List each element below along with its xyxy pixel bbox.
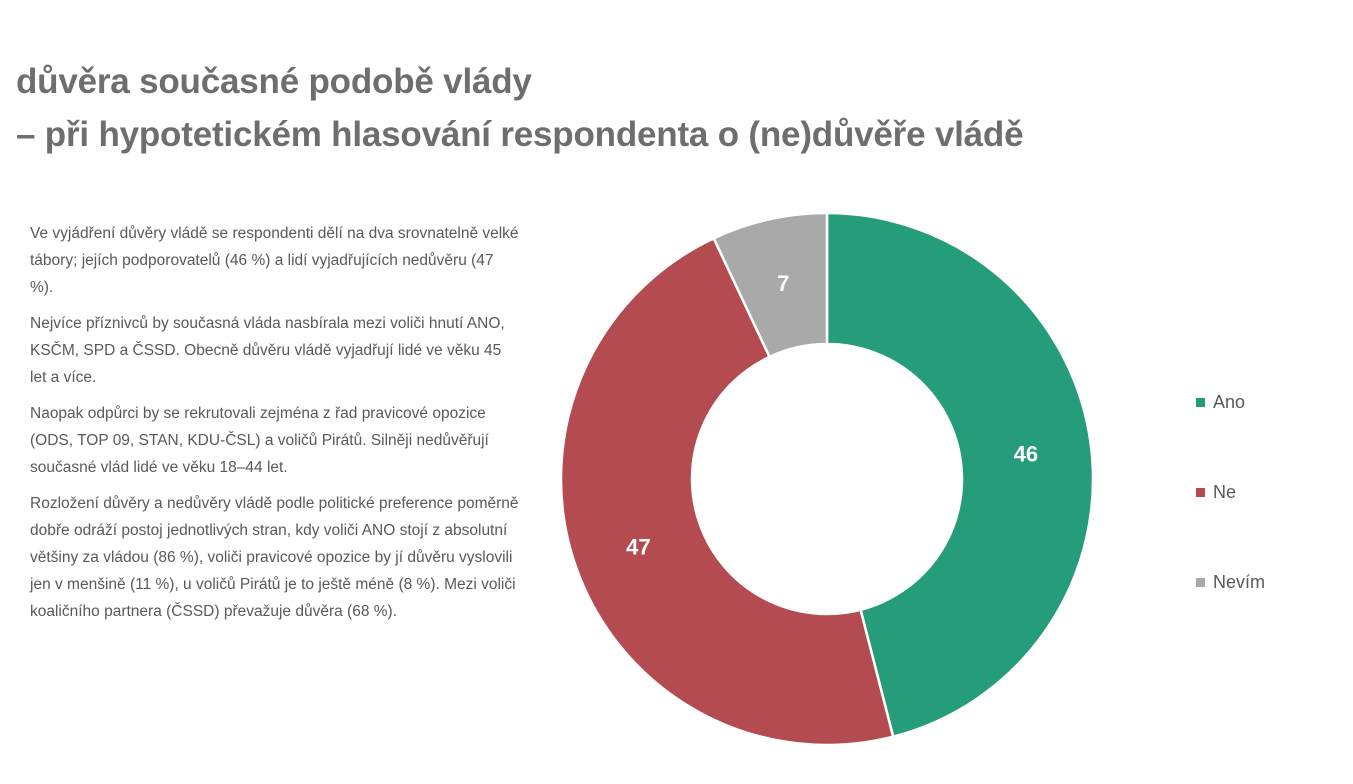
legend-swatch (1196, 488, 1205, 497)
paragraph: Naopak odpůrci by se rekrutovali zejména z řad pravicové opozice (ODS, TOP 09, STAN, KDU-ČSL) a voličů Pirátů. Silněji nedůvěřují současné vlád lidé ve věku 18–44 let. (30, 405, 489, 476)
paragraph: Rozložení důvěry a nedůvěry vládě podle politické preference poměrně dobře odráží postoj jednotlivých stran, kdy voliči ANO stojí z absolutní většiny za vládou (86 %), voliči pravicové opozice by jí důvěru vyslovili jen v menšině (11 %), u voličů Pirátů je to ještě méně (8 %). Mezi voliči koaličního partnera (ČSSD) převažuje důvěra (68 %). (30, 495, 519, 620)
paragraph: Nejvíce příznivců by současná vláda nasbírala mezi voliči hnutí ANO, KSČM, SPD a ČSSD. Obecně důvěru vládě vyjadřují lidé ve věku 45 let a více. (30, 315, 505, 386)
legend-item-ano (1196, 392, 1245, 413)
description-text (30, 220, 520, 634)
legend-label: Ano (1213, 392, 1246, 412)
legend-item-ne (1196, 482, 1236, 503)
legend-label: Nevím (1213, 572, 1266, 592)
paragraph: Ve vyjádření důvěry vládě se respondenti dělí na dva srovnatelně velké tábory; jejích podporovatelů (46 %) a lidí vyjadřujících nedůvěru (47 %). (30, 225, 519, 296)
title-line-2: – při hypotetickém hlasování respondenta o (ne)důvěře vládě (16, 115, 1024, 154)
legend-swatch (1196, 398, 1205, 407)
data-label-nevím: 7 (777, 270, 790, 296)
data-label-ne: 47 (626, 534, 651, 560)
legend-item-nevím (1196, 572, 1265, 593)
legend-swatch (1196, 578, 1205, 587)
legend-label: Ne (1213, 482, 1237, 502)
data-label-ano: 46 (1013, 441, 1039, 467)
title-line-1: důvěra současné podobě vlády (16, 62, 532, 101)
donut-chart (540, 200, 1115, 760)
page-title (16, 55, 1336, 161)
